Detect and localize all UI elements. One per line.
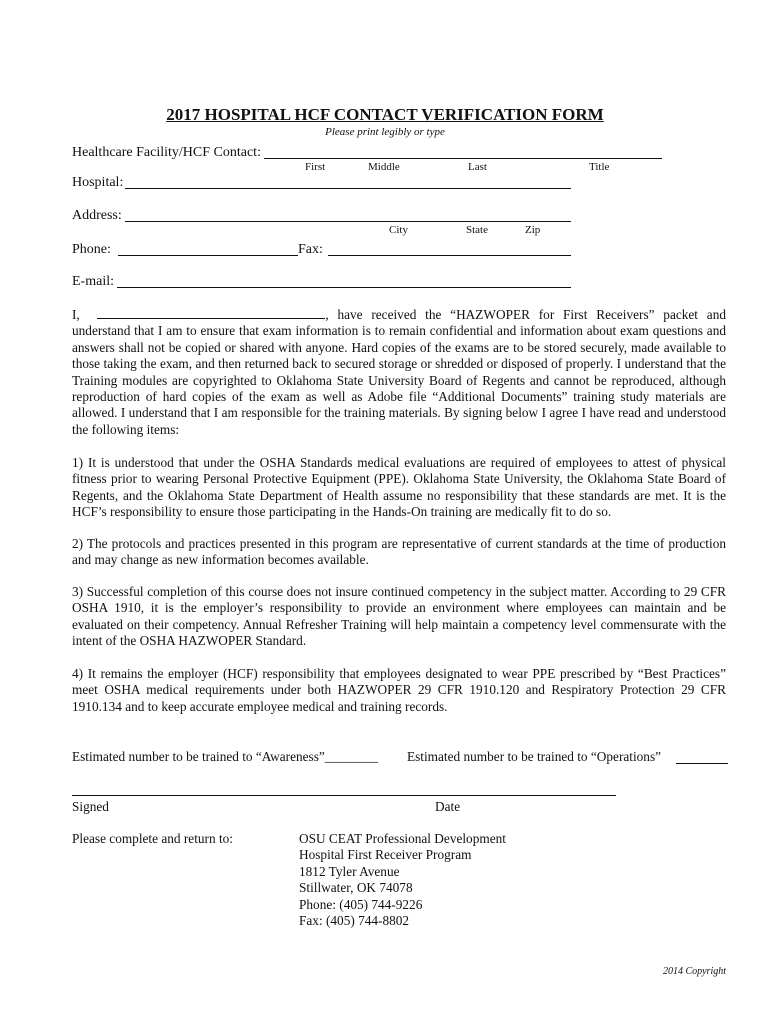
date-label: Date bbox=[435, 799, 461, 814]
form-subtitle: Please print legibly or type bbox=[325, 126, 445, 138]
email-field[interactable] bbox=[117, 287, 571, 288]
item-4: 4) It remains the employer (HCF) responsibility that employees designated to wear PPE prescribed by “Best Practices” meet OSHA medical requirements under both HAZWOPER 29 CFR 1910.120 and Respiratory Protection 29 CFR 1910.134 and to keep accurate employee medical and training records. bbox=[72, 666, 726, 714]
awareness-estimate: Estimated number to be trained to “Awareness”________ bbox=[72, 749, 378, 764]
address-label: Address: bbox=[72, 208, 122, 223]
address-line: 1812 Tyler Avenue bbox=[299, 863, 400, 879]
address-line: Stillwater, OK 74078 bbox=[299, 880, 413, 896]
intro-start: I, bbox=[72, 307, 80, 322]
name-blank[interactable] bbox=[97, 307, 325, 319]
intro-rest: , have received the “HAZWOPER for First Receivers” packet and understand that I am to ensure that exam information is to remain confidential and information about exam questions and answers shall not be copied or shared with anyone. Hard copies of the exams are to be stored securely, made available to those taking the exam, and then returned back to secured storage or shredded or disposed of properly. I understand that the Training modules are copyrighted to Oklahoma State University Board of Regents and cannot be reproduced, although reproduction of hard copies of the exam as well as Adobe file “Additional Documents” training study materials are allowed. I understand that I am responsible for the training materials. By signing below I agree I have read and understood the following items: bbox=[72, 307, 726, 437]
item-3: 3) Successful completion of this course does not insure continued competency in the subject matter. According to 29 CFR OSHA 1910, it is the employer’s responsibility to provide an environment where employees can maintain and be evaluated on their competency. Annual Refresher Training will help maintain a competency level commensurate with the intent of the OSHA HAZWOPER Standard. bbox=[72, 584, 726, 649]
contact-field[interactable] bbox=[264, 158, 662, 159]
title-caption: Title bbox=[589, 161, 610, 173]
hospital-label: Hospital: bbox=[72, 175, 124, 190]
email-label: E-mail: bbox=[72, 274, 114, 289]
address-line: Hospital First Receiver Program bbox=[299, 847, 472, 863]
city-caption: City bbox=[389, 224, 408, 236]
first-caption: First bbox=[305, 161, 326, 173]
address-line: Phone: (405) 744-9226 bbox=[299, 896, 423, 912]
address-line: Fax: (405) 744-8802 bbox=[299, 913, 410, 929]
item-2: 2) The protocols and practices presented in this program are representative of current standards at the time of production and may change as new information becomes available. bbox=[72, 536, 726, 568]
return-label: Please complete and return to: bbox=[72, 831, 233, 846]
phone-label: Phone: bbox=[72, 242, 111, 257]
form-title: 2017 HOSPITAL HCF CONTACT VERIFICATION FORM bbox=[166, 105, 604, 124]
phone-field[interactable] bbox=[118, 255, 298, 256]
signed-label: Signed bbox=[72, 799, 109, 814]
operations-field[interactable] bbox=[676, 763, 728, 764]
contact-label: Healthcare Facility/HCF Contact: bbox=[72, 145, 261, 160]
address-line: OSU CEAT Professional Development bbox=[299, 831, 506, 846]
operations-estimate: Estimated number to be trained to “Operations” bbox=[407, 749, 662, 764]
fax-label: Fax: bbox=[298, 242, 323, 257]
address-field[interactable] bbox=[125, 221, 571, 222]
copyright: 2014 Copyright bbox=[662, 966, 726, 977]
signature-line[interactable] bbox=[72, 795, 616, 796]
item-1: 1) It is understood that under the OSHA Standards medical evaluations are required of employees to attest of physical fitness prior to wearing Personal Protective Equipment (PPE). Oklahoma State University, the Oklahoma State Board of Regents, and the Oklahoma State Department of Health assume no responsibility that these standards are met. It is the HCF’s responsibility to ensure those participating in the Hands-On training are medically fit to do so. bbox=[72, 455, 726, 520]
return-address bbox=[299, 831, 506, 929]
zip-caption: Zip bbox=[525, 224, 541, 236]
hospital-field[interactable] bbox=[125, 188, 571, 189]
state-caption: State bbox=[466, 224, 488, 236]
middle-caption: Middle bbox=[368, 161, 400, 173]
last-caption: Last bbox=[468, 161, 487, 173]
acknowledgement-paragraph bbox=[72, 307, 726, 438]
fax-field[interactable] bbox=[328, 255, 571, 256]
